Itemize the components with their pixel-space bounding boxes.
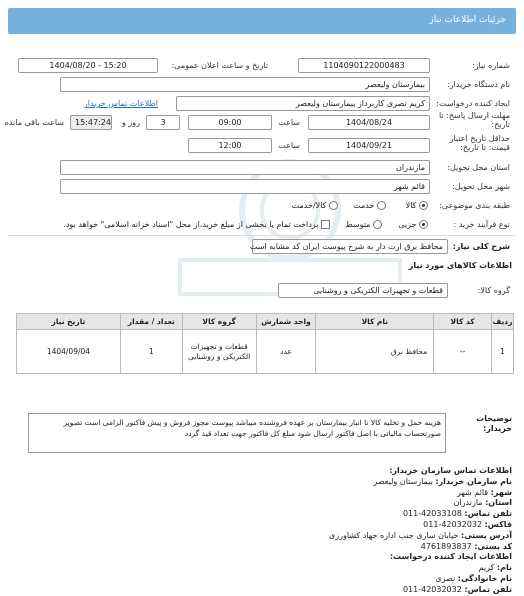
requester-label: ایجاد کننده درخواست: [436,99,510,108]
contact-address-line: آدرس پستی: خیابان ساری جنب اداره جهاد کشاورزی [329,530,512,540]
process-option-minor[interactable]: جزیی [398,220,428,229]
summary-field: محافظ برق ارت دار به شرح پیوست ایران کد مشابه است [252,239,448,254]
buyer-notes-label: توضیحات خریدار: [476,414,512,433]
row-city [8,179,516,195]
col-item-name: نام کالا [316,314,434,330]
goods-table [16,313,514,374]
row-goods-group [8,283,516,299]
cell-item-name: محافظ برق [316,330,434,374]
cell-need-date: 1404/09/04 [17,330,121,374]
row-process-type [8,217,516,233]
buyer-contact-link[interactable]: اطلاعات تماس خریدار [83,99,158,108]
buyer-name-field: بیمارستان ولیعصر [60,77,430,92]
creator-phone-line: تلفن تماس: 011-42032032 [402,584,512,594]
col-group: گروه کالا [182,314,256,330]
province-label: استان محل تحویل: [447,163,510,172]
creator-last-name-line: نام خانوادگی: نصری [435,573,512,583]
radio-icon[interactable] [377,201,386,210]
reply-time-label: ساعت [278,118,300,127]
need-number-field: 1104090122000483 [298,58,430,73]
cell-item-code: -- [434,330,492,374]
cell-quantity: 1 [120,330,182,374]
cell-row-number: 1 [492,330,514,374]
goods-section-title: اطلاعات کالاهای مورد نیاز [408,261,512,270]
col-row-number: ردیف [492,314,514,330]
table-row [17,330,514,374]
contact-postal-line: کد پستی: 4761893837 [420,541,512,551]
contact-province-line: استان: مازندران [453,498,512,508]
row-province [8,160,516,176]
row-requester [8,96,516,112]
goods-group-label: گروه کالا: [477,286,510,295]
col-item-code: کد کالا [434,314,492,330]
radio-icon[interactable] [419,220,428,229]
reply-days-field: 3 [146,115,180,130]
divider [8,235,516,236]
contact-title-line: اطلاعات تماس سازمان خریدار: [389,466,512,475]
col-need-date: تاریخ نیاز [17,314,121,330]
checkbox-icon[interactable] [321,220,330,229]
col-unit: واحد شمارش [256,314,316,330]
category-option-service[interactable]: خدمت [353,201,386,210]
col-quantity: تعداد / مقدار [120,314,182,330]
creator-first-name-line: نام: کریم [478,563,512,573]
city-label: شهر محل تحویل: [452,182,510,191]
reply-deadline-label: مهلت ارسال پاسخ: تا تاریخ: [438,111,510,129]
requester-field: کریم نصری کاربرداز بیمارستان ولیعصر [176,96,430,111]
category-option-goods[interactable]: کالا [406,201,428,210]
category-option-goods-service[interactable]: کالا/خدمت [292,201,338,210]
price-validity-date: 1404/09/21 [308,138,430,153]
buyer-notes-field: هزینه حمل و تخلیه کالا تا انبار بیمارستان بر عهده فروشنده میباشد پیوست مجوز فروش و پیش فاکتور الزامی است تصویر صورتحساب مالیاتی با اصل فاکتور ارسال شود مبلغ کل فاکتور جهت تعداد قید گردد [28,413,446,453]
radio-icon[interactable] [329,201,338,210]
reply-deadline-date: 1404/08/24 [308,115,430,130]
buyer-contact-block [12,466,512,596]
radio-icon[interactable] [373,220,382,229]
remaining-time-label: ساعت باقی مانده [4,118,64,127]
price-validity-time: 12:00 [188,138,272,153]
row-category [8,198,516,214]
cell-group: قطعات و تجهیزات الکتریکی و روشنایی [182,330,256,374]
need-number-label: شماره نیاز: [472,61,510,70]
price-validity-time-label: ساعت [278,141,300,150]
table-header-row [17,314,514,330]
price-validity-label: حداقل تاریخ اعتبار قیمت: تا تاریخ: [449,134,510,152]
city-field: قائم شهر [60,179,430,194]
row-price-validity [8,134,516,154]
announce-datetime-label: تاریخ و ساعت اعلان عمومی: [171,61,268,70]
cell-unit: عدد [256,330,316,374]
category-label: طبقه بندی موضوعی: [439,201,510,210]
remaining-time-field: 15:47:24 [70,115,112,130]
announce-datetime-field: 1404/08/20 - 15:20 [18,58,158,73]
contact-fax-line: فاکس: 011-42032032 [423,519,512,529]
page-title: جزئیات اطلاعات نیاز [429,15,506,25]
contact-org-line: نام سازمان خریدار: بیمارستان ولیعصر [373,476,512,486]
buyer-name-label: نام دستگاه خریدار: [447,80,510,89]
contact-city-line: شهر: قائم شهر [456,487,512,497]
row-reply-deadline [4,111,516,131]
reply-days-label: روز و [122,118,140,127]
page-header [8,8,516,34]
process-option-medium[interactable]: متوسط [345,220,382,229]
row-summary [8,239,516,255]
process-type-label: نوع فرآیند خرید : [453,220,510,229]
row-buyer-name [8,77,516,93]
row-need-number [8,58,516,74]
need-details-panel [4,46,516,594]
treasury-checkbox-option[interactable]: پرداخت تمام یا بخشی از مبلغ خرید،از محل "اسناد خزانه اسلامی" خواهد بود. [63,220,330,229]
reply-deadline-time: 09:00 [188,115,272,130]
summary-label: شرح کلی نیاز: [452,242,510,251]
creator-title-line: اطلاعات ایجاد کننده درخواست: [389,552,512,562]
province-field: مازندران [60,160,430,175]
radio-icon[interactable] [419,201,428,210]
goods-group-field: قطعات و تجهیزات الکتریکی و روشنایی [278,283,448,298]
contact-phone-line: تلفن تماس: 011-42033108 [402,509,512,519]
